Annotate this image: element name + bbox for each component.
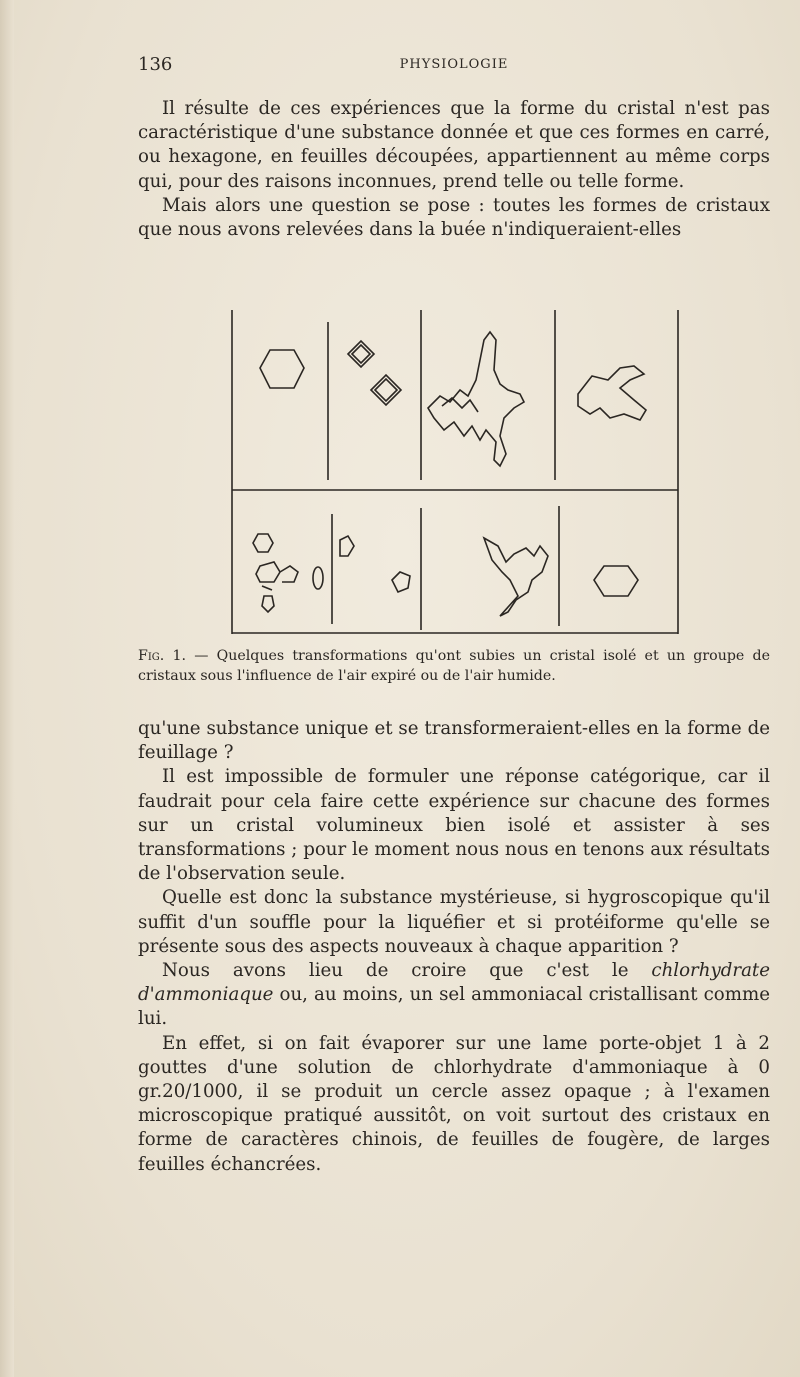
paragraph-text: ou, au moins, un sel ammoniacal cristallisant comme lui. — [138, 984, 770, 1030]
feather-crystal — [428, 332, 524, 466]
figure-caption-text: — Quelques transformations qu'ont subies un cristal isolé et un groupe de cristaux sous l'influence de l'air expiré ou de l'air humide. — [138, 648, 770, 684]
figure-caption — [138, 646, 770, 686]
paragraph: En effet, si on fait évaporer sur une lame porte-objet 1 à 2 gouttes d'une solution de chlorhydrate d'ammoniaque à 0 gr.20/1000, il se produit un cercle assez opaque ; à l'examen microscopique pratiqué aussitôt, on voit surtout des cristaux en forme de caractères chinois, de feuilles de fougère, de larges feuilles échancrées. — [138, 1032, 770, 1175]
paragraph: Quelle est donc la substance mystérieuse, si hygroscopique qu'il suffit d'un souffle pour la liquéfier et si protéiforme qu'elle se présente sous des aspects nouveaux à chaque apparition ? — [138, 887, 770, 957]
small-crystal — [262, 596, 274, 612]
small-crystal — [392, 572, 410, 592]
crystal-group-line — [262, 586, 272, 590]
binding-gutter — [0, 0, 14, 1377]
paragraph: Il résulte de ces expériences que la forme du cristal n'est pas caractéristique d'une substance donnée et que ces formes en carré, ou hexagone, en feuilles découpées, appartiennent au même corps qui, pour des raisons inconnues, prend telle ou telle forme. — [138, 98, 770, 192]
paragraph: Il est impossible de formuler une réponse catégorique, car il faudrait pour cela faire cette expérience sur chacune des formes sur un cristal volumineux bien isolé et assister à ses transformations ; pour le moment nous nous en tenons aux résultats de l'observation seule. — [138, 766, 770, 885]
running-title: PHYSIOLOGIE — [399, 57, 509, 72]
crystal-group — [256, 562, 298, 582]
page-header — [138, 54, 770, 80]
paragraph: Mais alors une question se pose : toutes les formes de cristaux que nous avons relevées dans la buée n'indiqueraient-elles — [138, 194, 770, 241]
paragraph: qu'une substance unique et se transformeraient-elles en la forme de feuillage ? — [138, 718, 770, 764]
figure-label: Fig. 1. — [138, 648, 187, 664]
hexagon-crystal — [594, 566, 638, 596]
branch-crystal — [484, 538, 548, 616]
paragraph-text: Nous avons lieu de croire que c'est le — [162, 960, 652, 982]
paragraph — [138, 959, 770, 1032]
crystal-figure — [228, 310, 680, 636]
text-block-bottom — [138, 717, 770, 1177]
crystal-drawing — [228, 310, 680, 636]
text-block-top — [138, 97, 770, 242]
hexagon-crystal — [253, 534, 273, 552]
leaf-crystal — [578, 366, 646, 420]
small-crystal — [340, 536, 354, 556]
oval-crystal — [313, 567, 323, 589]
italic-term: chlorhydrate d'ammoniaque — [138, 960, 770, 1006]
page-number: 136 — [138, 54, 173, 75]
hexagon-crystal — [260, 350, 304, 388]
